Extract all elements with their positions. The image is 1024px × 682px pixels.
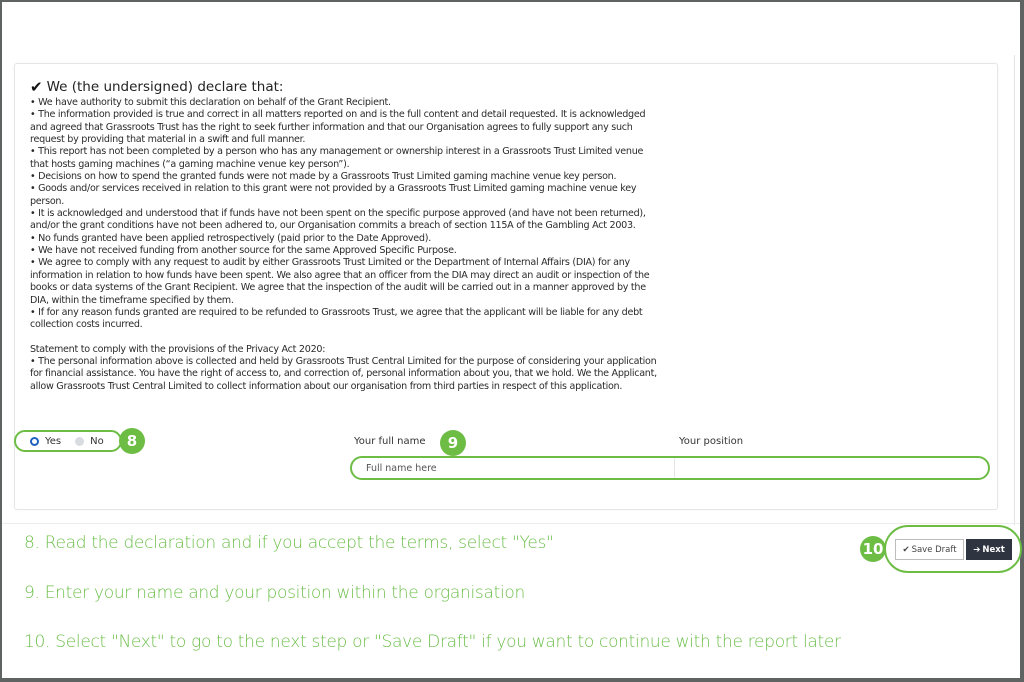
check-icon: ✔ <box>902 544 910 555</box>
next-label: Next <box>982 544 1005 555</box>
declaration-item: • This report has not been completed by a person who has any management or ownership interest in a Grassroots Trust Limited venue that hosts gaming machines (“a gaming machine venue key person”). <box>30 146 644 170</box>
instruction-9: 9. Enter your name and your position within the organisation <box>24 583 525 603</box>
next-button[interactable] <box>966 539 1012 560</box>
declaration-item: • If for any reason funds granted are required to be refunded to Grassroots Trust, we agree that the applicant will be liable for any debt collection costs incurred. <box>30 306 643 331</box>
instruction-8: 8. Read the declaration and if you accept the terms, select "Yes" <box>24 533 554 553</box>
privacy-heading: Statement to comply with the provisions of the Privacy Act 2020: <box>30 343 326 355</box>
position-label: Your position <box>679 436 744 447</box>
step-badge-10: 10 <box>860 536 886 562</box>
declaration-item: • Decisions on how to spend the granted funds were not made by a Grassroots Trust Limited gaming machine venue key person. <box>30 171 617 183</box>
arrow-right-icon: ➔ <box>973 544 981 555</box>
declaration-item: • We agree to comply with any request to audit by either Grassroots Trust Limited or the Department of Internal Affairs (DIA) for any information in relation to how funds have been spent. We also agree that an officer from the DIA may direct an audit or inspection of the books or data systems of the Grant Recipient. We agree that the inspection of the audit will be carried out in a manner approved by the DIA, within the timeframe specified by them. <box>30 257 650 306</box>
declaration-item: • No funds granted have been applied retrospectively (paid prior to the Date Approved). <box>30 232 431 244</box>
instruction-10: 10. Select "Next" to go to the next step or "Save Draft" if you want to continue with the report later <box>24 632 841 652</box>
declaration-item: • We have not received funding from another source for the same Approved Specific Purpose. <box>30 245 457 257</box>
radio-no[interactable] <box>75 437 84 446</box>
name-position-fields <box>350 456 990 480</box>
radio-no-label[interactable]: No <box>90 435 104 447</box>
position-input[interactable] <box>675 458 988 478</box>
radio-yes-label[interactable]: Yes <box>45 435 62 447</box>
declaration-title <box>30 78 283 96</box>
scrollbar-track[interactable] <box>1014 55 1015 525</box>
accept-radio-group <box>14 430 122 452</box>
declaration-item: • The information provided is true and correct in all matters reported on and is the full content and detail requested. It is acknowledged and agreed that Grassroots Trust has the right to seek further information and that our Organisation agrees to fully support any such request by providing that material in a swift and full manner. <box>30 109 646 146</box>
check-icon: ✔ <box>30 78 43 96</box>
step-badge-9: 9 <box>440 430 466 456</box>
declaration-body <box>30 97 662 393</box>
divider <box>2 523 1020 524</box>
step-badge-8: 8 <box>119 428 145 454</box>
declaration-item: • It is acknowledged and understood that if funds have not been spent on the specific purpose approved (and have not been returned), and/or the grant conditions have not been adhered to, our Organisation commits a breach of section 115A of the Gambling Act 2003. <box>30 208 646 232</box>
declaration-item: • Goods and/or services received in relation to this grant were not provided by a Grassroots Trust Limited gaming machine venue key person. <box>30 183 637 207</box>
full-name-input[interactable] <box>352 458 675 478</box>
full-name-label: Your full name <box>354 436 426 447</box>
privacy-text: • The personal information above is collected and held by Grassroots Trust Central Limited for the purpose of considering your application for financial assistance. You have the right of access to, and correction of, personal information about you, that we hold. We the Applicant, allow Grassroots Trust Central Limited to collect information about our organisation from third parties in respect of this application. <box>30 355 657 392</box>
declaration-item: • We have authority to submit this declaration on behalf of the Grant Recipient. <box>30 97 391 108</box>
declaration-title-text: We (the undersigned) declare that: <box>46 79 284 95</box>
radio-yes[interactable] <box>30 437 39 446</box>
save-draft-label: Save Draft <box>911 544 957 555</box>
save-draft-button[interactable] <box>895 539 964 560</box>
